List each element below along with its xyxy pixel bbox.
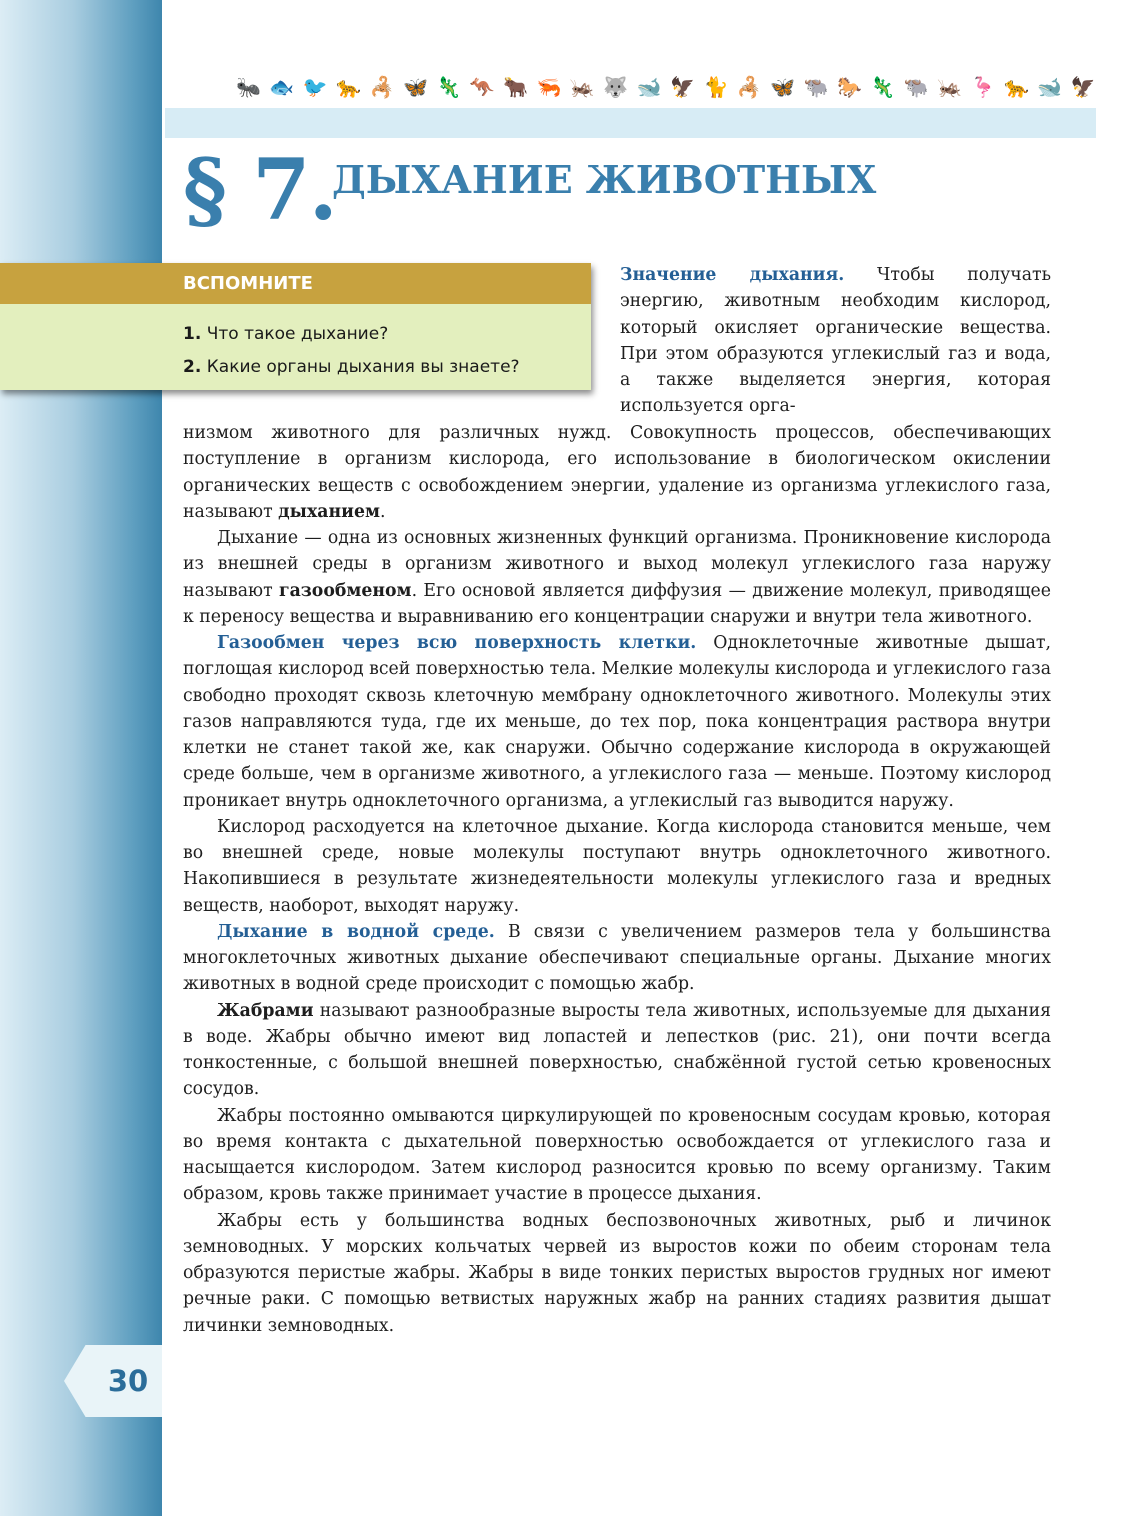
- term-respiration: дыханием: [278, 501, 380, 522]
- main-text: [183, 420, 1051, 1339]
- paragraph: Жабры есть у большинства водных беспозвоночных животных, рыб и личинок земноводных. У морских кольчатых червей из выростов кожи по обеим сторонам тела образуются перистые жабры. Жабры в виде тонких перистых выростов грудных ног имеют речные раки. С помощью ветвистых наружных жабр на ранних стадиях развития дышат личинки земноводных.: [183, 1210, 1051, 1336]
- intro-column: [620, 262, 1051, 420]
- animal-silhouette-icon: 🦘: [469, 75, 495, 99]
- paragraph: Жабры постоянно омываются циркулирующей по кровеносным сосудам кровью, которая во время контакта с дыхательной поверхностью освобождается от углекислого газа и насыщается кислородом. Затем кислород разносится кровью по всему организму. Таким образом, кровь также принимает участие в процессе дыхания.: [183, 1105, 1051, 1205]
- paragraph-text: . Его основой является диффузия — движение молекул, приводящее к переносу вещества и выравниванию его концентрации снаружи и внутри тела животного.: [183, 580, 1051, 627]
- animal-silhouette-icon: 🦐: [536, 75, 562, 99]
- animal-silhouette-icon: 🐺: [603, 75, 629, 99]
- animal-silhouette-icon: 🦂: [369, 75, 395, 99]
- animal-silhouette-icon: 🐟: [269, 75, 295, 99]
- animal-silhouette-icon: 🐃: [803, 75, 829, 99]
- animal-silhouette-icon: 🦩: [970, 75, 996, 99]
- recall-question: [183, 351, 591, 384]
- animal-silhouette-band: [236, 72, 1096, 102]
- paragraph-intro: [620, 262, 1051, 420]
- animal-silhouette-icon: 🦋: [770, 75, 796, 99]
- animal-silhouette-icon: 🐦: [302, 75, 328, 99]
- subheading-respiration-meaning: Значение дыхания.: [620, 265, 845, 285]
- paragraph-continuation: низмом животного для различных нужд. Совокупность процессов, обеспечивающих поступление в организм кислорода, его использование в биологическом окислении органических веществ с освобождением энергии, удаление из организма углекислого газа, называют дыханием.: [183, 423, 1051, 522]
- paragraph: [183, 998, 1051, 1103]
- animal-silhouette-icon: 🐋: [636, 75, 662, 99]
- paragraph-text: Чтобы получать энергию, животным необходим кислород, который окисляет органические вещества. При этом образуются углекислый газ и вода, а также выделяется энергия, которая используется орга-: [620, 265, 1051, 417]
- paragraph: [183, 630, 1051, 814]
- paragraph: [183, 525, 1051, 630]
- animal-silhouette-icon: 🦗: [569, 75, 595, 99]
- recall-question: [183, 318, 591, 351]
- question-number: 1.: [183, 324, 202, 344]
- subheading-water-respiration: Дыхание в водной среде.: [217, 921, 495, 942]
- question-text: Какие органы дыхания вы знаете?: [206, 357, 520, 377]
- animal-silhouette-icon: 🐆: [1003, 75, 1029, 99]
- question-number: 2.: [183, 357, 202, 377]
- animal-silhouette-icon: 🐋: [1037, 75, 1063, 99]
- animal-silhouette-icon: 🦂: [736, 75, 762, 99]
- question-text: Что такое дыхание?: [206, 324, 389, 344]
- animal-silhouette-icon: 🐜: [236, 75, 261, 99]
- paragraph-text: В связи с увеличением размеров тела у большинства многоклеточных животных дыхание обеспечивают специальные органы. Дыхание многих животных в водной среде происходит с помощью жабр.: [183, 921, 1051, 995]
- paragraph-text: Одноклеточные животные дышат, поглощая кислород всей поверхностью тела. Мелкие молекулы кислорода и углекислого газа свободно проходят сквозь клеточную мембрану одноклеточного животного. Молекулы этих газов направляются туда, где их меньше, до тех пор, пока концентрация раствора внутри клетки не станет такой же, как снаружи. Обычно содержание кислорода в окружающей среде больше, чем в организме животного, а углекислого газа — меньше. Поэтому кислород проникает внутрь одноклеточного организма, а углекислый газ выводится наружу.: [183, 633, 1051, 811]
- animal-silhouette-icon: 🦅: [670, 75, 695, 99]
- animal-silhouette-icon: 🦗: [937, 75, 963, 99]
- page-number: 30: [107, 1364, 149, 1398]
- title-band: [165, 108, 1096, 138]
- paragraph-text: Дыхание — одна из основных жизненных функций организма. Проникновение кислорода из внешней среды в организм животного и выход молекул углекислого газа наружу называют: [183, 528, 1051, 601]
- animal-silhouette-icon: 🦅: [1070, 75, 1096, 99]
- paragraph-text: низмом животного для различных нужд. Совокупность процессов, обеспечивающих поступление в организм кислорода, его использование в биологическом окислении органических веществ с освобождением энергии, удаление из организма углекислого газа, называют: [183, 423, 1051, 522]
- animal-silhouette-icon: 🐎: [837, 75, 862, 99]
- animal-silhouette-icon: 🐃: [903, 75, 929, 99]
- paragraph-text: называют разнообразные выросты тела животных, используемые для дыхания в воде. Жабры обычно имеют вид лопастей и лепестков (рис. 21), они почти всегда тонкостенные, с большой внешней поверхностью, снабжённой густой сетью кровеносных сосудов.: [183, 1000, 1051, 1100]
- recall-box: [0, 263, 591, 390]
- paragraph: Кислород расходуется на клеточное дыхание. Когда кислорода становится меньше, чем во внешней среде, новые молекулы поступают внутрь одноклеточного животного. Накопившиеся в результате жизнедеятельности молекулы углекислого газа и вредных веществ, наоборот, выходят наружу.: [183, 816, 1051, 916]
- side-color-strip: [0, 0, 162, 1516]
- recall-questions: [0, 304, 591, 390]
- animal-silhouette-icon: 🦎: [870, 75, 896, 99]
- animal-silhouette-icon: 🐈: [703, 75, 729, 99]
- term-gas-exchange: газообменом: [278, 580, 412, 601]
- term-gills: Жабрами: [217, 1000, 314, 1021]
- section-number: § 7.: [183, 140, 336, 239]
- animal-silhouette-icon: 🐆: [336, 75, 362, 99]
- animal-silhouette-icon: 🐂: [503, 75, 529, 99]
- paragraph: [183, 919, 1051, 998]
- subheading-cell-surface: Газообмен через всю поверхность клетки.: [217, 633, 697, 653]
- recall-heading: ВСПОМНИТЕ: [0, 263, 591, 304]
- section-title: ДЫХАНИЕ ЖИВОТНЫХ: [332, 157, 877, 202]
- animal-silhouette-icon: 🦎: [436, 75, 462, 99]
- animal-silhouette-icon: 🦋: [402, 75, 428, 99]
